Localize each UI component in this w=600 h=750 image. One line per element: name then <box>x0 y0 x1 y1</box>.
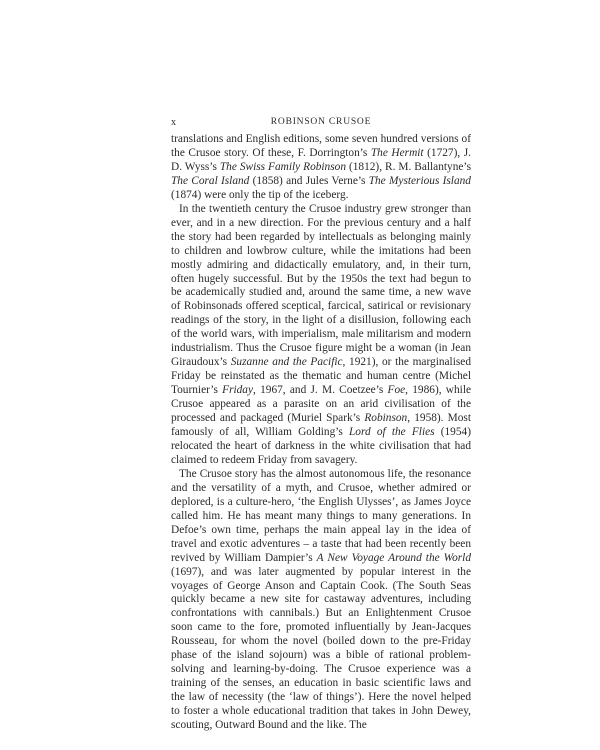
italic-title: Lord of the Flies <box>349 426 435 439</box>
italic-title: Friday <box>222 384 254 397</box>
italic-title: The Coral Island <box>171 174 250 187</box>
text-run: (1697), and was later augmented by popular interest in the voyages of George Anson and Captain Cook. (The South Seas quickly became a new site for castaway adventures, including confrontations with cannibals.) But an Enlightenment Crusoe soon came to the fore, promoted influentially by Jean-Jacques Rousseau, for whom the novel (boiled down to the pre-Friday phase of the island sojourn) was a bible of rational problem-solving and learning-by-doing. The Crusoe experience was a training of the senses, an education in basic scientific laws and the law of necessity (the ‘law of things’). Here the novel helped to foster a whole educational tradition that takes in John Dewey, scouting, Outward Bound and the like. The <box>171 565 471 732</box>
paragraph <box>171 468 471 733</box>
body-text <box>171 133 471 733</box>
paragraph <box>171 203 471 468</box>
text-run: translations and English editions, some seven hundred versions of the Crusoe story. Of these, F. Dorrington’s <box>171 133 471 159</box>
italic-title: The Mysterious Island <box>368 174 471 187</box>
text-run: , 1986), while Crusoe appeared as a parasite on an arid civilisation of the processed and packaged (Muriel Spark’s <box>171 384 472 425</box>
text-run: (1727), J. D. Wyss’s <box>171 146 471 173</box>
page-header <box>171 117 471 131</box>
paragraph <box>171 133 471 203</box>
text-run: The Crusoe story has the almost autonomous life, the resonance and the versatility of a myth, and Crusoe, whether admired or deplored, is a culture-hero, ‘the English Ulysses’, as James Joyce called him. He has meant many things to many generations. In Defoe’s own time, perhaps the main appeal lay in the idea of travel and exotic adventures – a taste that had been recently been revived by William Dampier’s <box>171 467 471 564</box>
text-run: , 1958). Most famously of all, William Golding’s <box>171 412 471 439</box>
text-run: (1874) were only the tip of the iceberg. <box>171 188 349 201</box>
italic-title: The Swiss Family Robinson <box>219 160 346 173</box>
italic-title: A New Voyage Around the World <box>316 551 471 564</box>
text-run: , 1921), or the marginalised Friday be reinstated as the thematic and human centre (Michel Tournier’s <box>171 356 471 397</box>
text-run: (1858) and Jules Verne’s <box>249 174 369 187</box>
running-head: ROBINSON CRUSOE <box>270 117 372 127</box>
page-number: x <box>171 117 177 128</box>
text-run: (1954) relocated the heart of darkness in the white civilisation that had claimed to redeem Friday from savagery. <box>171 426 471 466</box>
text-run: (1812), R. M. Ballantyne’s <box>346 160 471 173</box>
italic-title: Suzanne and the Pacific <box>230 356 343 369</box>
italic-title: The Hermit <box>370 146 424 159</box>
italic-title: Foe <box>387 384 406 397</box>
text-run: , 1967, and J. M. Coetzee’s <box>253 384 388 397</box>
text-run: In the twentieth century the Crusoe industry grew stronger than ever, and in a new direction. For the previous century and a half the story had been regarded by intellectuals as belonging mainly to children and lowbrow culture, while the imitations had been mostly admiring and didactically emulatory, and, in their turn, often hugely successful. But by the 1950s the text had begun to be academically studied and, around the same time, a new wave of Robinsonads offered sceptical, farcical, satirical or revisionary readings of the story, in the light of a disillusion, following each of the world wars, with imperialism, male militarism and modern industrialism. Thus the Crusoe figure might be a woman (in Jean Giraudoux’s <box>171 202 471 369</box>
italic-title: Robinson <box>364 412 408 425</box>
